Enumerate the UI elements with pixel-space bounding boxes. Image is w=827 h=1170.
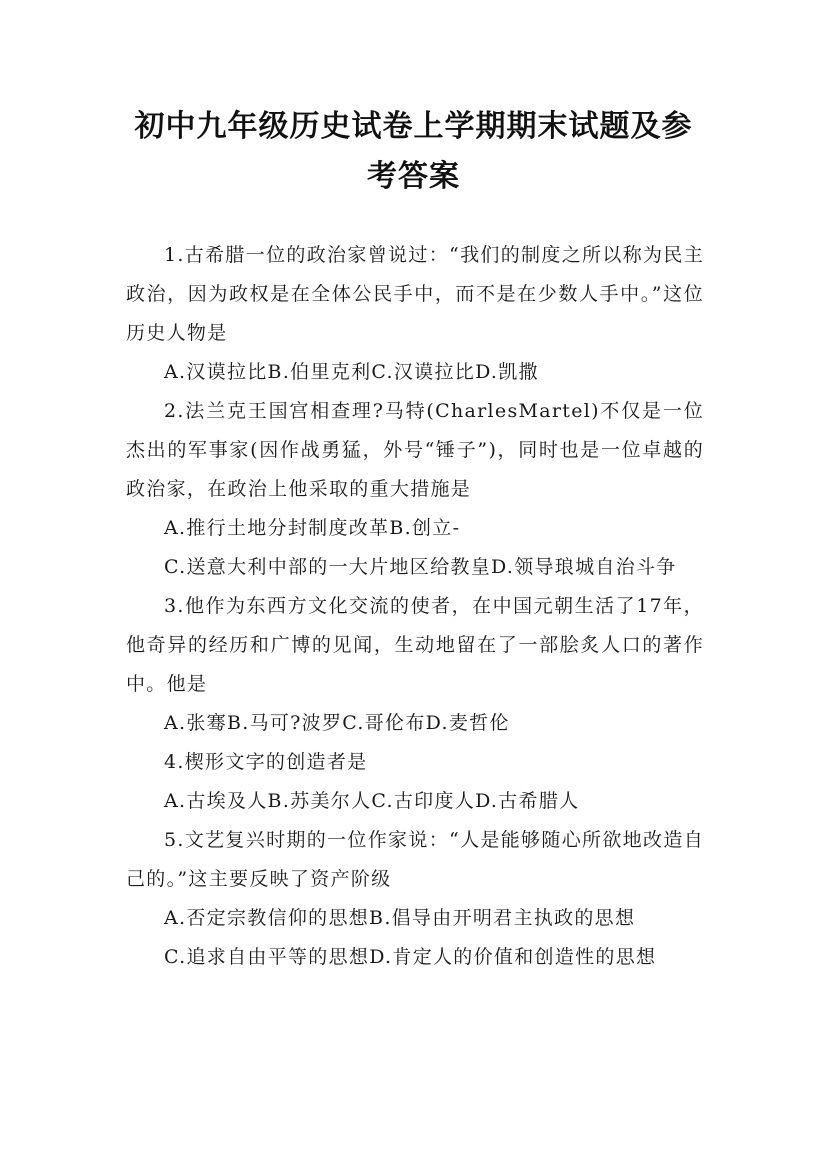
question-1: 1.古希腊一位的政治家曾说过：“我们的制度之所以称为民主政治，因为政权是在全体公民手中，而不是在少数人手中。”这位历史人物是 [126, 244, 704, 344]
question-4: 4.楔形文字的创造者是 [164, 751, 368, 773]
title-line-2: 考答案 [367, 159, 460, 194]
question-2: 2.法兰克王国宫相查理?马特(CharlesMartel)不仅是一位杰出的军事家(因作战勇猛，外号“锤子”)，同时也是一位卓越的政治家，在政治上他采取的重大措施是 [126, 400, 704, 500]
title-line-1: 初中九年级历史试卷上学期期末试题及参 [134, 109, 693, 144]
question-4-options: A.古埃及人B.苏美尔人C.古印度人D.古希腊人 [164, 790, 580, 812]
document-body [126, 236, 704, 977]
question-1-options: A.汉谟拉比B.伯里克利C.汉谟拉比D.凯撒 [164, 361, 539, 383]
question-2-options-a-b: A.推行土地分封制度改革B.创立- [164, 517, 461, 539]
question-3: 3.他作为东西方文化交流的使者，在中国元朝生活了17年，他奇异的经历和广博的见闻，生动地留在了一部脍炙人口的著作中。他是 [126, 595, 704, 695]
question-3-options: A.张骞B.马可?波罗C.哥伦布D.麦哲伦 [164, 712, 510, 734]
question-5-options-a-b: A.否定宗教信仰的思想B.倡导由开明君主执政的思想 [164, 907, 636, 929]
question-5: 5.文艺复兴时期的一位作家说：“人是能够随心所欲地改造自己的。”这主要反映了资产阶级 [126, 829, 704, 890]
document-title [100, 102, 727, 202]
question-5-options-c-d: C.追求自由平等的思想D.肯定人的价值和创造性的思想 [164, 946, 657, 968]
question-2-options-c-d: C.送意大利中部的一大片地区给教皇D.领导琅城自治斗争 [164, 556, 677, 578]
